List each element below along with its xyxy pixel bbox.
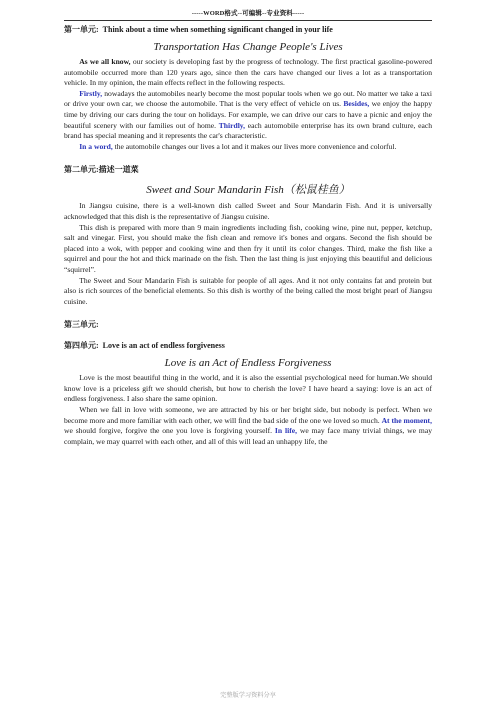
- unit2-paragraph-1: In Jiangsu cuisine, there is a well-known dish called Sweet and Sour Mandarin Fish. And it is universally acknowledged that this dish is the representative of Jiangsu cuisine.: [64, 201, 432, 221]
- unit1-title: Transportation Has Change People's Lives: [153, 41, 343, 53]
- unit1-label: 第一单元:: [64, 25, 99, 34]
- unit4-paragraph-2: [64, 405, 432, 447]
- unit4-title: Love is an Act of Endless Forgiveness: [164, 357, 332, 370]
- unit1-p2-keyword-thirdly: Thirdly,: [218, 120, 246, 130]
- unit4-p2-keyword-life: In life,: [274, 426, 297, 436]
- unit4-label: 第四单元:: [64, 341, 99, 351]
- unit1-p2-text2: we enjoy the happy time by driving our cars during the tour on holidays. For example, we can drive our cars to have a picnic and enjoy the beautiful scenery with our families out of home.: [64, 99, 432, 130]
- unit4-prompt: Love is an act of endless forgiveness: [102, 341, 225, 351]
- header-rule: [64, 20, 432, 21]
- document-page: [64, 8, 432, 447]
- unit4-paragraph-1: Love is the most beautiful thing in the world, and it is also the essential psychological need for human.We should know love is a priceless gift we should cherish, but how to cherish the love? I have heard a saying: love is an act of endless forgiveness. I also share the same opinion.: [64, 373, 432, 404]
- unit4-p2-text1: When we fall in love with someone, we are attracted by his or her bright side, but nobody is perfect. When we become more and more familiar with each other, we will find the bad side of the one we loved so much.: [64, 405, 432, 425]
- page-header: -----WORD格式--可编辑--专业资料-----: [191, 10, 305, 17]
- unit1-paragraph-2: [64, 89, 432, 142]
- unit3-heading: 第三单元:: [64, 320, 99, 330]
- unit1-p3-text: the automobile changes our lives a lot and it makes our lives more convenience and colorful.: [112, 141, 397, 151]
- unit1-p2-text1: nowadays the automobiles nearly become the most popular tools when we go out. No matter we take a taxi or drive your own car, we choose the automobile. That is the very effect of vehicle on us.: [64, 88, 432, 109]
- unit1-p2-text3: each automobile enterprise has its own brand culture, each brand has special meaning and it represents the car's characteristic.: [64, 120, 432, 141]
- unit4-p2-keyword-moment: At the moment,: [381, 415, 432, 425]
- unit1-p1-text: our society is developing fast by the progress of technology. The first practical gasoline-powered automobile occurred more than 120 years ago, since then the cars have changed our lives a lot as a transportation vehicle. In my opinion, the main effects reflect in the following respects.: [64, 57, 432, 88]
- unit1-p3-keyword: In a word,: [79, 141, 113, 151]
- unit4-heading: [64, 340, 432, 351]
- unit1-heading: [64, 24, 432, 35]
- unit1-p2-keyword-besides: Besides,: [343, 99, 370, 109]
- page-footer: 完整版学习资料分享: [220, 692, 276, 699]
- unit4-p2-text3: we may face many trivial things, we may complain, we may quarrel with each other, and all of this will lead an unhappy life, the: [64, 426, 432, 446]
- unit2-paragraph-2: This dish is prepared with more than 9 main ingredients including fish, cooking wine, pine nut, pepper, ketchup, salt and vinegar. First, you should make the fish clean and remove it's bones and organs. Second the fish should be placed into a wok, with pepper and cooking wine and then fry it until its color changes. Third, make the fish like a squirrel and pour the hot and thick marinade on the fish. Then the last thing is just enjoying this beautiful and delicious “squirrel”.: [64, 222, 432, 274]
- unit2-paragraph-3: The Sweet and Sour Mandarin Fish is suitable for people of all ages. And it not only contains fat and protein but also is rich sources of the beneficial elements. So this dish is worthy of the being called the most bright pearl of Jiangsu cuisine.: [64, 275, 432, 306]
- unit1-p2-keyword-firstly: Firstly,: [79, 88, 103, 98]
- unit1-p1-keyword: As we all know,: [79, 57, 131, 66]
- unit2-heading: 第二单元:描述一道菜: [64, 165, 139, 175]
- unit1-paragraph-3: [64, 142, 432, 153]
- unit1-paragraph-1: [64, 57, 432, 89]
- unit1-prompt: Think about a time when something significant changed in your life: [102, 25, 333, 34]
- unit4-p2-text2: we should forgive, forgive the one you love is forgiving yourself.: [64, 426, 275, 436]
- unit2-title: Sweet and Sour Mandarin Fish（松鼠桂鱼）: [146, 184, 350, 197]
